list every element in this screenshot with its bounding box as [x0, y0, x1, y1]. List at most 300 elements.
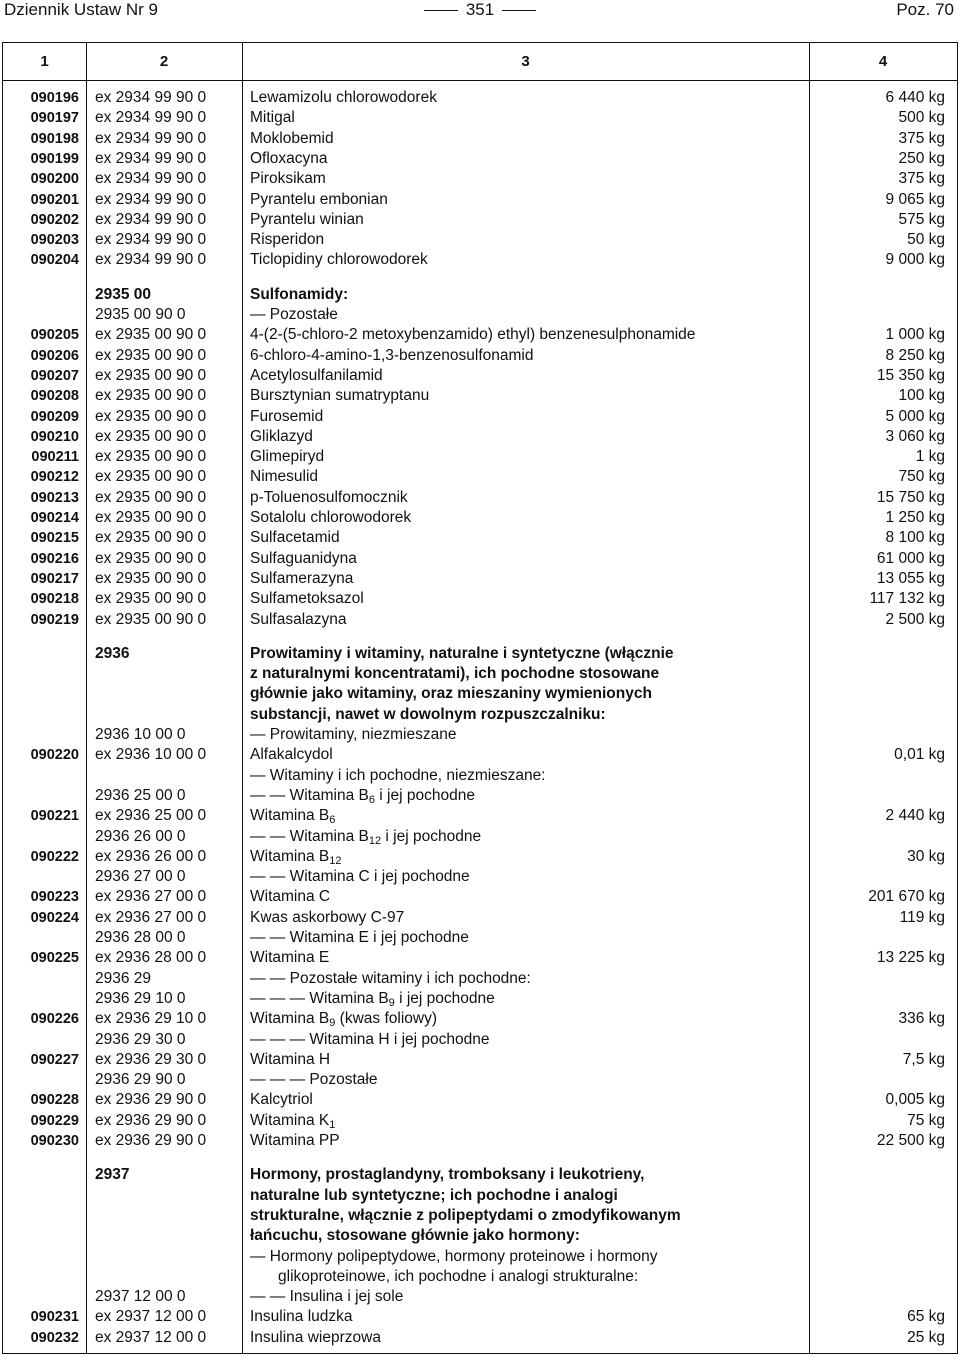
goods-description	[250, 366, 810, 386]
cn-code: ex 2935 00 90 0	[95, 448, 207, 466]
quantity-limit: 0,005 kg	[885, 1091, 945, 1109]
cn-code: ex 2935 00 90 0	[95, 488, 207, 506]
quantity-limit: 8 250 kg	[885, 346, 945, 364]
description-text: — — Witamina B	[250, 786, 369, 804]
description-text: Witamina E	[250, 949, 330, 967]
description-text: Witamina C	[250, 888, 331, 906]
subscript: 9	[329, 1017, 336, 1030]
goods-description	[250, 285, 810, 305]
goods-description	[250, 725, 810, 745]
goods-description	[250, 589, 810, 609]
table-row	[3, 508, 957, 528]
item-number: 090222	[30, 848, 79, 865]
cn-code: ex 2935 00 90 0	[95, 427, 207, 445]
goods-description	[250, 1009, 810, 1029]
goods-description	[250, 684, 810, 704]
cn-code: 2935 00	[95, 285, 152, 303]
table-row	[3, 569, 957, 589]
item-number: 090196	[30, 90, 79, 106]
goods-description	[250, 766, 810, 786]
goods-description	[250, 528, 810, 548]
cn-code: ex 2935 00 90 0	[95, 549, 207, 567]
table-row	[3, 129, 957, 149]
table-row	[3, 725, 957, 745]
item-number: 090213	[30, 489, 79, 506]
quantity-limit: 75 kg	[907, 1111, 945, 1129]
item-number: 090198	[30, 130, 79, 147]
table-row	[3, 1267, 957, 1287]
description-text: Witamina B	[250, 847, 330, 865]
quantity-limit: 1 kg	[915, 448, 945, 466]
item-number: 090209	[30, 408, 79, 425]
table-row	[3, 1186, 957, 1206]
item-number: 090210	[30, 428, 79, 445]
goods-description	[250, 569, 810, 589]
cn-code: ex 2934 99 90 0	[95, 109, 207, 127]
goods-description	[250, 1287, 810, 1307]
cn-code: 2936 10 00 0	[95, 726, 186, 743]
table-row	[3, 1070, 957, 1090]
item-number: 090225	[30, 950, 79, 967]
description-text: Kwas askorbowy C-97	[250, 908, 405, 926]
table-row	[3, 346, 957, 366]
subscript: 12	[368, 834, 382, 847]
cn-code: ex 2936 29 90 0	[95, 1132, 207, 1149]
goods-description	[250, 447, 810, 467]
table-row	[3, 827, 957, 847]
cn-code: ex 2935 00 90 0	[95, 509, 207, 526]
quantity-limit: 7,5 kg	[902, 1050, 945, 1068]
goods-description	[250, 210, 810, 230]
table-row	[3, 1090, 957, 1110]
cn-code: ex 2934 99 90 0	[95, 210, 207, 228]
cn-code: ex 2936 26 00 0	[95, 847, 207, 865]
description-text: glikoproteinowe, ich pochodne i analogi strukturalne:	[278, 1267, 639, 1285]
item-number: 090206	[30, 347, 79, 364]
cn-code: ex 2934 99 90 0	[95, 129, 207, 147]
goods-description	[250, 705, 810, 725]
description-text: Witamina B	[250, 1010, 330, 1028]
cn-code: ex 2936 29 10 0	[95, 1010, 207, 1028]
description-suffix: i jej pochodne	[374, 786, 475, 804]
goods-description	[250, 1226, 810, 1246]
quantity-limit: 9 000 kg	[885, 251, 945, 269]
table-row	[3, 366, 957, 386]
description-text: Sulfametoksazol	[250, 590, 364, 608]
table-row	[3, 766, 957, 786]
goods-description	[250, 305, 810, 325]
cn-code: ex 2934 99 90 0	[95, 149, 207, 167]
goods-description	[250, 250, 810, 270]
cn-code: ex 2935 00 90 0	[95, 468, 207, 486]
goods-description	[250, 847, 810, 867]
table-row	[3, 447, 957, 467]
column-header-2: 2	[159, 53, 169, 70]
item-number: 090232	[30, 1329, 79, 1346]
table-row	[3, 250, 957, 270]
cn-code: 2936 29 10 0	[95, 989, 186, 1007]
item-number: 090215	[30, 530, 79, 547]
goods-description	[250, 488, 810, 508]
description-text: — — Witamina E i jej pochodne	[250, 929, 469, 946]
description-text: naturalne lub syntetyczne; ich pochodne i analogi	[250, 1186, 618, 1204]
item-number: 090220	[30, 747, 79, 764]
goods-description	[250, 1131, 810, 1151]
goods-description	[250, 969, 810, 989]
description-text: Witamina K	[250, 1111, 330, 1129]
quantity-limit: 50 kg	[907, 231, 945, 249]
table-row	[3, 1165, 957, 1185]
table-row	[3, 285, 957, 305]
cn-code: 2936 25 00 0	[95, 786, 186, 804]
goods-description	[250, 88, 810, 108]
description-text: substancji, nawet w dowolnym rozpuszczalniku:	[250, 705, 606, 723]
table-row	[3, 1206, 957, 1226]
quantity-limit: 13 225 kg	[876, 949, 945, 967]
description-text: — Hormony polipeptydowe, hormony proteinowe i hormony	[250, 1247, 658, 1265]
description-text: Sulfaguanidyna	[250, 549, 357, 567]
description-text: Moklobemid	[250, 129, 334, 147]
table-row	[3, 1009, 957, 1029]
goods-description	[250, 1030, 810, 1050]
item-number: 090231	[30, 1309, 79, 1326]
description-text: Witamina B	[250, 807, 330, 825]
cn-code: 2936	[95, 644, 130, 662]
goods-description	[250, 989, 810, 1009]
cn-code: ex 2937 12 00 0	[95, 1328, 207, 1346]
quantity-limit: 375 kg	[898, 129, 945, 147]
goods-description	[250, 129, 810, 149]
goods-description	[250, 549, 810, 569]
goods-description	[250, 386, 810, 406]
cn-code: ex 2935 00 90 0	[95, 346, 207, 364]
table-row	[3, 325, 957, 345]
description-text: Lewamizolu chlorowodorek	[250, 89, 437, 106]
description-text: — — — Witamina B	[250, 989, 389, 1007]
table-row	[3, 1226, 957, 1246]
goods-description	[250, 610, 810, 630]
goods-description	[250, 908, 810, 928]
description-text: Kalcytriol	[250, 1091, 313, 1109]
description-text: Nimesulid	[250, 468, 319, 486]
journal-title: Dziennik Ustaw Nr 9	[4, 0, 158, 19]
quantity-limit: 6 440 kg	[885, 89, 945, 106]
description-text: — — Pozostałe witaminy i ich pochodne:	[250, 969, 531, 987]
description-text: — Prowitaminy, niezmieszane	[250, 726, 457, 743]
description-suffix: i jej pochodne	[394, 989, 495, 1007]
description-text: Glimepiryd	[250, 448, 325, 466]
subscript: 6	[368, 793, 375, 806]
cn-code: 2936 27 00 0	[95, 868, 186, 886]
description-text: Acetylosulfanilamid	[250, 366, 383, 384]
goods-description	[250, 230, 810, 250]
goods-description	[250, 928, 810, 948]
table-row	[3, 1131, 957, 1151]
goods-description	[250, 786, 810, 806]
goods-description	[250, 1111, 810, 1131]
quantity-limit: 30 kg	[907, 847, 945, 865]
description-text: Alfakalcydol	[250, 746, 333, 764]
item-number: 090202	[30, 211, 79, 228]
table-row	[3, 467, 957, 487]
column-header-1: 1	[40, 53, 49, 70]
quantity-limit: 2 440 kg	[885, 807, 945, 825]
description-text: — — Witamina C i jej pochodne	[250, 868, 470, 886]
description-text: Sotalolu chlorowodorek	[250, 509, 412, 526]
quantity-limit: 9 065 kg	[885, 190, 945, 208]
description-text: głównie jako witaminy, oraz mieszaniny wymienionych	[250, 685, 652, 703]
goods-description	[250, 1267, 838, 1287]
position-number: Poz. 70	[896, 0, 954, 19]
cn-code: ex 2935 00 90 0	[95, 590, 207, 608]
column-header-4: 4	[878, 53, 888, 70]
description-text: Piroksikam	[250, 170, 326, 188]
cn-code: ex 2936 27 00 0	[95, 888, 207, 906]
table-row	[3, 948, 957, 968]
table-row	[3, 427, 957, 447]
item-number: 090197	[30, 110, 79, 127]
table-row	[3, 386, 957, 406]
description-text: 6-chloro-4-amino-1,3-benzenosulfonamid	[250, 346, 534, 364]
item-number: 090227	[30, 1051, 79, 1068]
quantity-limit: 5 000 kg	[885, 407, 945, 425]
description-text: Sulfacetamid	[250, 529, 340, 547]
table-row	[3, 989, 957, 1009]
item-number: 090212	[30, 469, 79, 486]
table-row	[3, 549, 957, 569]
quantity-limit: 25 kg	[907, 1328, 945, 1346]
table-row	[3, 786, 957, 806]
item-number: 090201	[30, 191, 79, 208]
description-text: Insulina ludzka	[250, 1308, 353, 1326]
description-text: — — Insulina i jej sole	[250, 1288, 404, 1306]
cn-code: ex 2935 00 90 0	[95, 610, 207, 628]
item-number: 090199	[30, 150, 79, 167]
description-text: Prowitaminy i witaminy, naturalne i syntetyczne (włącznie	[250, 644, 674, 662]
cn-code: 2936 29	[95, 969, 152, 987]
table-row	[3, 928, 957, 948]
column-header-3: 3	[521, 53, 530, 70]
cn-code: ex 2935 00 90 0	[95, 529, 207, 547]
cn-code: ex 2936 29 90 0	[95, 1111, 207, 1129]
subscript: 9	[388, 996, 395, 1009]
description-text: Ofloxacyna	[250, 149, 328, 167]
table-row	[3, 108, 957, 128]
table-row	[3, 684, 957, 704]
description-text: — Witaminy i ich pochodne, niezmieszane:	[250, 766, 546, 784]
item-number: 090219	[30, 611, 79, 628]
cn-code: 2935 00 90 0	[95, 306, 186, 323]
description-text: z naturalnymi koncentratami), ich pochodne stosowane	[250, 665, 660, 683]
table-row	[3, 644, 957, 664]
description-text: strukturalne, włącznie z polipeptydami o zmodyfikowanym	[250, 1206, 681, 1224]
table-row	[3, 1328, 957, 1348]
table-row	[3, 610, 957, 630]
goods-description	[250, 1165, 810, 1185]
description-text: Hormony, prostaglandyny, tromboksany i leukotrieny,	[250, 1166, 645, 1184]
table-row	[3, 528, 957, 548]
cn-code: ex 2936 25 00 0	[95, 807, 207, 825]
description-text: Bursztynian sumatryptanu	[250, 387, 430, 405]
description-text: — — Witamina B	[250, 827, 369, 845]
quantity-limit: 1 000 kg	[885, 326, 945, 344]
description-suffix: (kwas foliowy)	[335, 1010, 438, 1028]
quantity-limit: 15 750 kg	[876, 488, 945, 506]
item-number: 090204	[30, 252, 79, 269]
goods-description	[250, 664, 810, 684]
quantity-limit: 500 kg	[898, 109, 945, 127]
description-text: Sulfasalazyna	[250, 610, 347, 628]
description-text: Witamina H	[250, 1050, 331, 1068]
goods-description	[250, 1050, 810, 1070]
goods-description	[250, 346, 810, 366]
goods-description	[250, 149, 810, 169]
table-row	[3, 1111, 957, 1131]
description-text: — Pozostałe	[250, 306, 338, 323]
table-row	[3, 149, 957, 169]
item-number: 090203	[30, 232, 79, 249]
cn-code: ex 2936 29 90 0	[95, 1091, 207, 1109]
description-text: 4-(2-(5-chloro-2 metoxybenzamido) ethyl) benzenesulphonamide	[250, 326, 696, 344]
goods-description	[250, 887, 810, 907]
goods-description	[250, 644, 810, 664]
quantity-limit: 13 055 kg	[876, 569, 945, 587]
cn-code: ex 2934 99 90 0	[95, 231, 207, 249]
cn-code: ex 2934 99 90 0	[95, 251, 207, 269]
table-row	[3, 407, 957, 427]
goods-description	[250, 325, 810, 345]
item-number: 090226	[30, 1011, 79, 1028]
cn-code: 2937	[95, 1166, 130, 1184]
page-number: 351	[0, 0, 960, 20]
description-text: Mitigal	[250, 109, 295, 127]
cn-code: ex 2936 29 30 0	[95, 1050, 207, 1068]
description-text: Sulfamerazyna	[250, 569, 354, 587]
description-text: Sulfonamidy:	[250, 285, 349, 303]
item-number: 090229	[30, 1112, 79, 1129]
goods-description	[250, 407, 810, 427]
table-row	[3, 908, 957, 928]
description-text: Ticlopidiny chlorowodorek	[250, 251, 428, 269]
description-text: — — — Pozostałe	[250, 1071, 378, 1089]
table-row	[3, 230, 957, 250]
description-text: Gliklazyd	[250, 427, 313, 445]
table-row	[3, 589, 957, 609]
cn-code: 2936 28 00 0	[95, 929, 186, 946]
cn-code: ex 2935 00 90 0	[95, 407, 207, 425]
table-row	[3, 210, 957, 230]
item-number: 090218	[30, 591, 79, 608]
subscript: 12	[329, 854, 342, 867]
table-row	[3, 745, 957, 765]
goods-description	[250, 1070, 810, 1090]
goods-description	[250, 745, 810, 765]
quantity-limit: 100 kg	[898, 387, 945, 405]
goods-description	[250, 1186, 810, 1206]
table-row	[3, 1030, 957, 1050]
goods-description	[250, 467, 810, 487]
table-row	[3, 1247, 957, 1267]
quantity-limit: 117 132 kg	[869, 590, 945, 608]
quantity-limit: 119 kg	[899, 908, 945, 926]
item-number: 090205	[30, 327, 79, 344]
item-number: 090223	[30, 889, 79, 906]
quantity-limit: 336 kg	[898, 1010, 945, 1028]
description-text: Pyrantelu winian	[250, 210, 364, 228]
goods-description	[250, 806, 810, 826]
goods-description	[250, 427, 810, 447]
quantity-limit: 61 000 kg	[876, 549, 945, 567]
goods-description	[250, 948, 810, 968]
quantity-limit: 375 kg	[898, 170, 945, 188]
cn-code: 2937 12 00 0	[95, 1288, 186, 1306]
goods-description	[250, 1090, 810, 1110]
item-number: 090224	[30, 909, 79, 926]
goods-description	[250, 190, 810, 210]
table-row	[3, 867, 957, 887]
quantity-limit: 3 060 kg	[885, 427, 945, 445]
goods-description	[250, 169, 810, 189]
item-number: 090217	[30, 570, 79, 587]
table-row	[3, 847, 957, 867]
table-row	[3, 169, 957, 189]
cn-code: ex 2934 99 90 0	[95, 89, 207, 106]
item-number: 090211	[31, 449, 79, 466]
cn-code: ex 2935 00 90 0	[95, 326, 207, 344]
goods-description	[250, 1328, 810, 1348]
goods-description	[250, 827, 810, 847]
description-suffix: i jej pochodne	[381, 827, 482, 845]
description-text: Insulina wieprzowa	[250, 1328, 381, 1346]
page-header	[0, 0, 960, 24]
item-number: 090208	[30, 388, 79, 405]
quantity-limit: 22 500 kg	[876, 1132, 945, 1149]
goods-description	[250, 867, 810, 887]
item-number: 090200	[30, 171, 79, 188]
table-row	[3, 190, 957, 210]
quantity-limit: 8 100 kg	[885, 529, 945, 547]
table-row	[3, 1050, 957, 1070]
goods-description	[250, 508, 810, 528]
table-row	[3, 806, 957, 826]
quantity-limit: 1 250 kg	[885, 509, 945, 526]
table-row	[3, 664, 957, 684]
description-text: — — — Witamina H i jej pochodne	[250, 1030, 490, 1048]
description-text: łańcuchu, stosowane głównie jako hormony:	[250, 1227, 580, 1245]
goods-description	[250, 1206, 810, 1226]
cn-code: ex 2935 00 90 0	[95, 366, 207, 384]
quantity-limit: 2 500 kg	[885, 610, 945, 628]
table-row	[3, 488, 957, 508]
item-number: 090228	[30, 1092, 79, 1109]
quantity-limit: 250 kg	[898, 149, 945, 167]
tariff-table	[2, 42, 958, 1354]
table-row	[3, 887, 957, 907]
item-number: 090221	[30, 808, 79, 825]
subscript: 1	[329, 1118, 336, 1131]
table-row	[3, 305, 957, 325]
description-text: p-Toluenosulfomocznik	[250, 488, 408, 506]
item-number: 090214	[30, 510, 79, 526]
description-text: Pyrantelu embonian	[250, 190, 388, 208]
item-number: 090230	[30, 1133, 79, 1149]
description-text: Furosemid	[250, 407, 324, 425]
table-row	[3, 1287, 957, 1307]
subscript: 6	[329, 814, 336, 827]
quantity-limit: 750 kg	[898, 468, 945, 486]
cn-code: ex 2934 99 90 0	[95, 170, 207, 188]
goods-description	[250, 108, 810, 128]
